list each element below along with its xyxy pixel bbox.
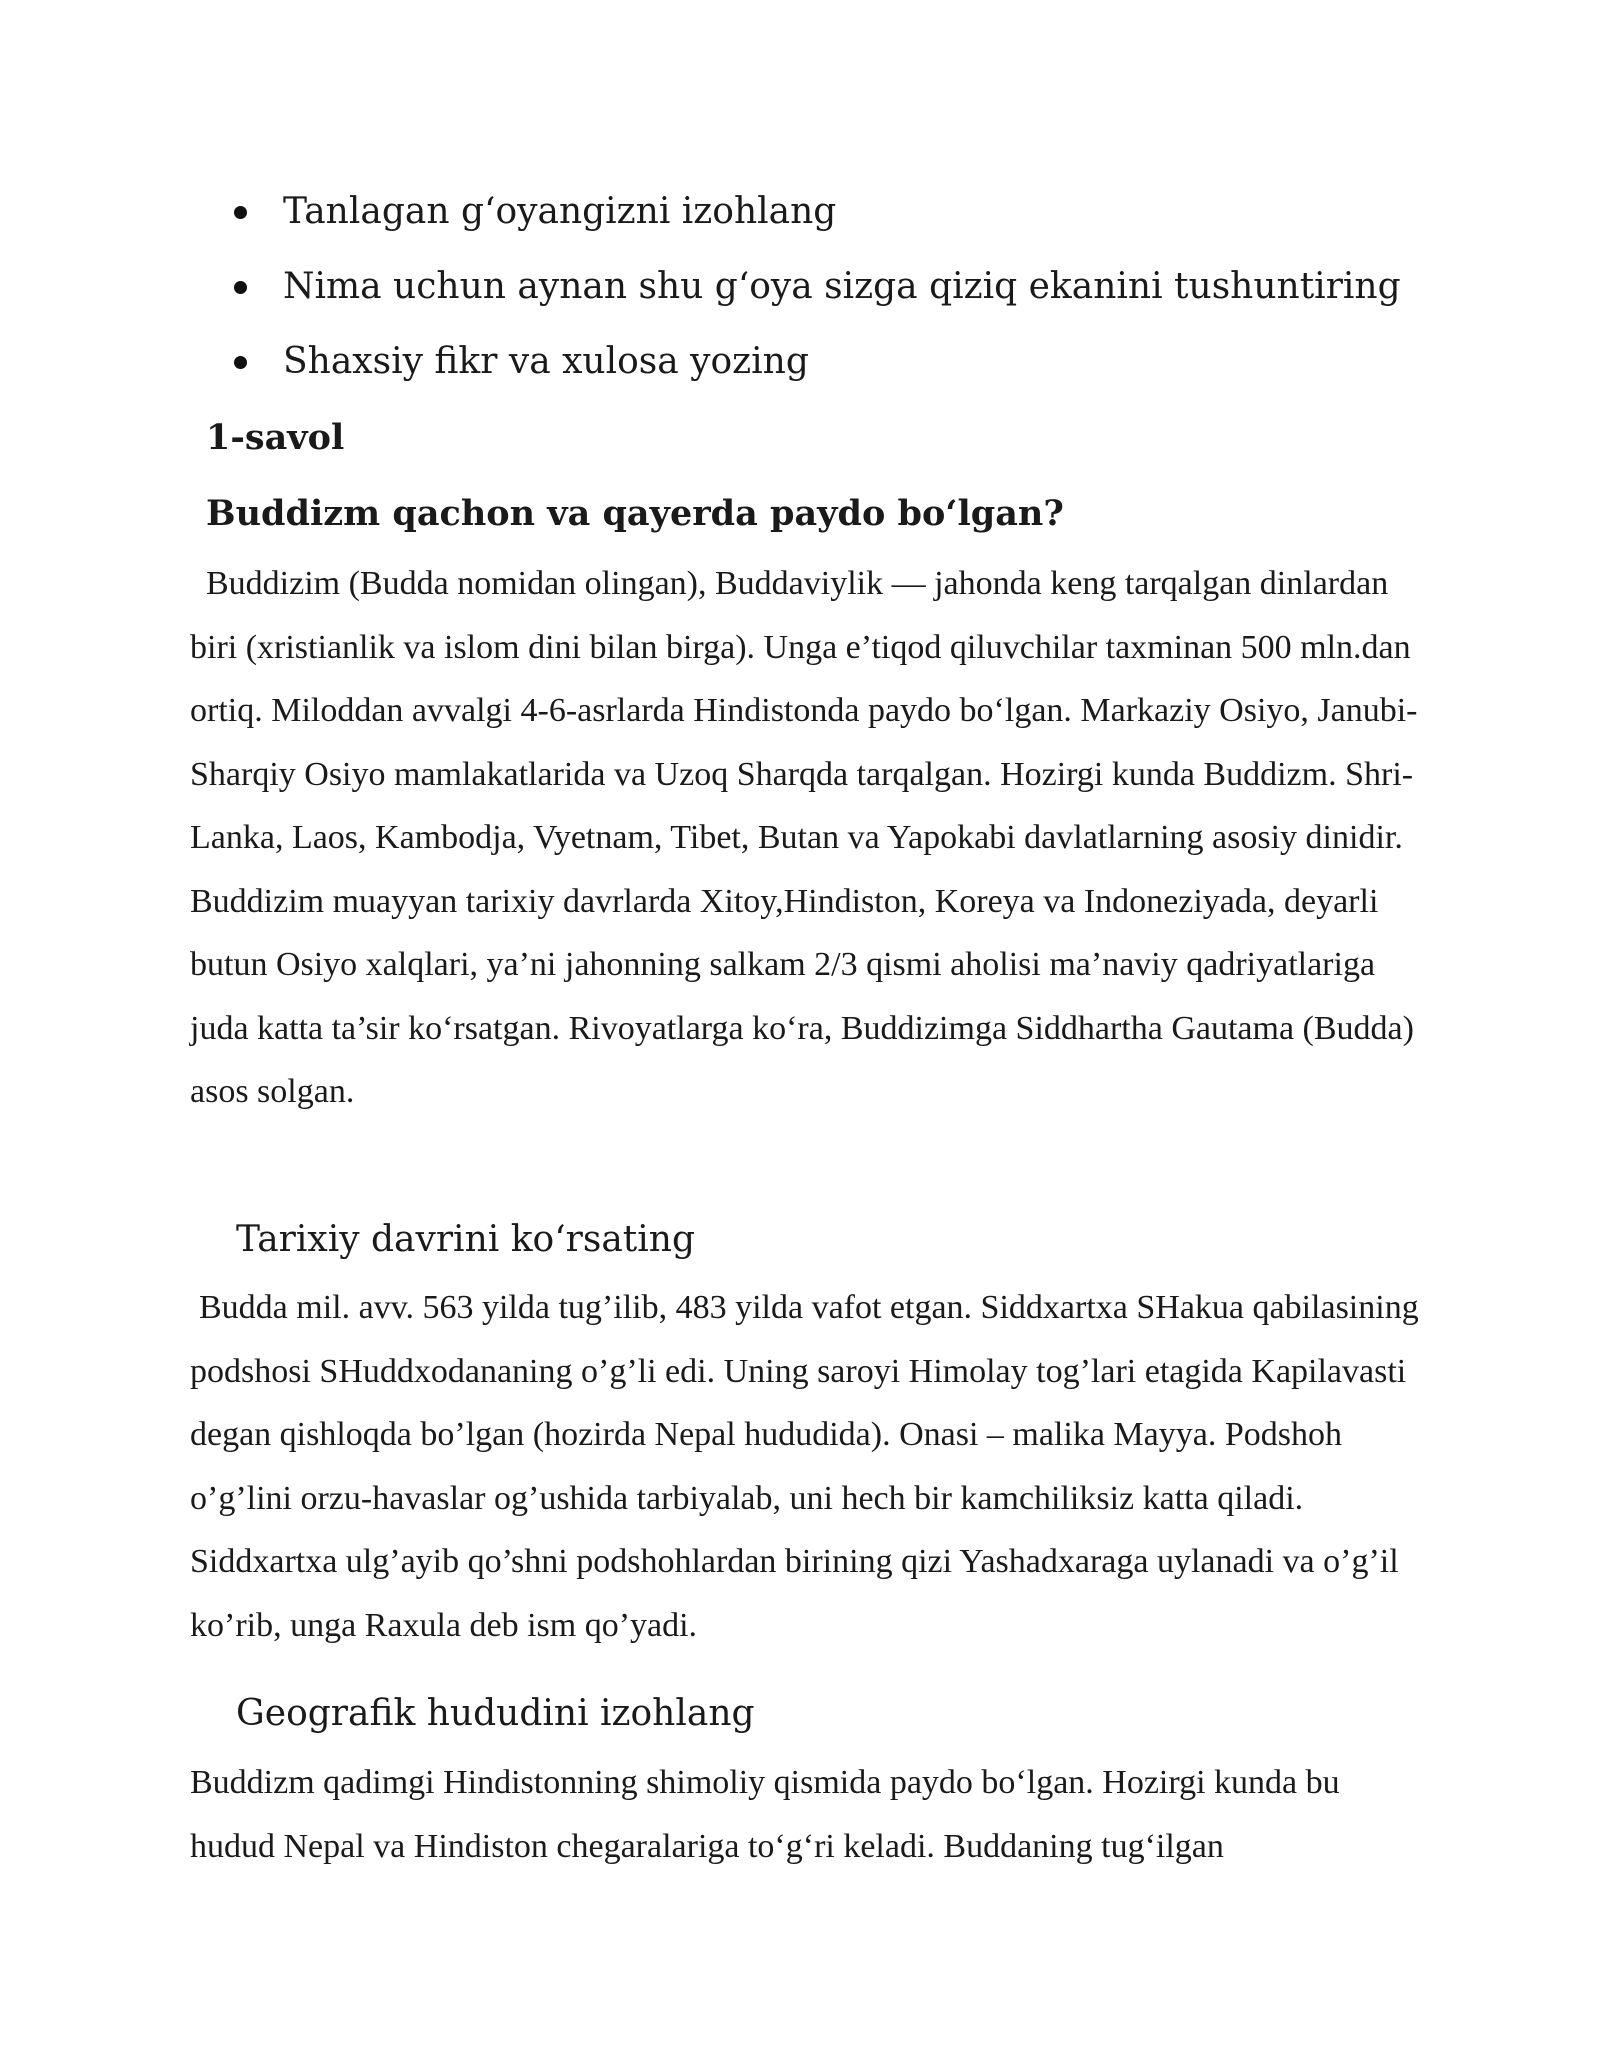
question-number-heading: 1-savol [206, 417, 345, 458]
bullet-item [230, 336, 1401, 411]
historical-paragraph-text: Budda mil. avv. 563 yilda tug’ilib, 483 yilda vafot etgan. Siddxartxa SHakua qabilasining podshosi SHuddxodananing o’g’li edi. Uning saroyi Himolay tog’lari etagida Kapilavasti degan qishloqda bo’lgan (hozirda Nepal hududida). Onasi – malika Mayya. Podshoh o’g’lini orzu-havaslar og’ushida tarbiyalab, uni hech bir kamchiliksiz katta qiladi. Siddxartxa ulg’ayib qo’shni podshohlardan birining qizi Yashadxaraga uylanadi va o’g’il ko’rib, unga Raxula deb ism qo’yadi. [190, 1289, 1419, 1644]
bullet-text: Tanlagan g‘oyangizni izohlang [283, 191, 837, 232]
geographic-paragraph: Buddizm qadimgi Hindistonning shimoliy qismida paydo bo‘lgan. Hozirgi kunda bu hudud Nepal va Hindiston chegaralariga to‘g‘ri keladi. Buddaning tug‘ilgan [190, 1764, 1340, 1865]
bullet-item [230, 186, 1401, 261]
bullet-text: Nima uchun aynan shu g‘oya sizga qiziq ekanini tushuntiring [283, 266, 1401, 307]
bullet-dot-icon [234, 356, 247, 369]
bullet-item [230, 261, 1401, 336]
task-bullet-list [230, 186, 1401, 411]
bullet-text: Shaxsiy fikr va xulosa yozing [283, 341, 809, 382]
answer-paragraph [190, 552, 1430, 1124]
historical-paragraph [190, 1276, 1430, 1657]
question-heading: Buddizm qachon va qayerda paydo bo‘lgan? [206, 493, 1064, 534]
bullet-dot-icon [234, 206, 247, 219]
historical-period-heading: Tarixiy davrini ko‘rsating [236, 1219, 695, 1260]
answer-paragraph-text: Buddizim (Budda nomidan olingan), Buddaviylik — jahonda keng tarqalgan dinlardan biri (xristianlik va islom dini bilan birga). Unga e’tiqod qiluvchilar taxminan 500 mln.dan ortiq. Miloddan avvalgi 4-6-asrlarda Hindistonda paydo bo‘lgan. Markaziy Osiyo, Janubi-Sharqiy Osiyo mamlakatlarida va Uzoq Sharqda tarqalgan. Hozirgi kunda Buddizm. Shri-Lanka, Laos, Kambodja, Vyetnam, Tibet, Butan va Yapokabi davlatlarning asosiy dinidir. Buddizim muayyan tarixiy davrlarda Xitoy,Hindiston, Koreya va Indoneziyada, deyarli butun Osiyo xalqlari, ya’ni jahonning salkam 2/3 qismi aholisi ma’naviy qadriyatlariga juda katta ta’sir ko‘rsatgan. Rivoyatlarga ko‘ra, Buddizimga Siddhartha Gautama (Budda) asos solgan. [190, 565, 1418, 1110]
geographic-region-heading: Geografik hududini izohlang [236, 1693, 755, 1734]
bullet-dot-icon [234, 281, 247, 294]
